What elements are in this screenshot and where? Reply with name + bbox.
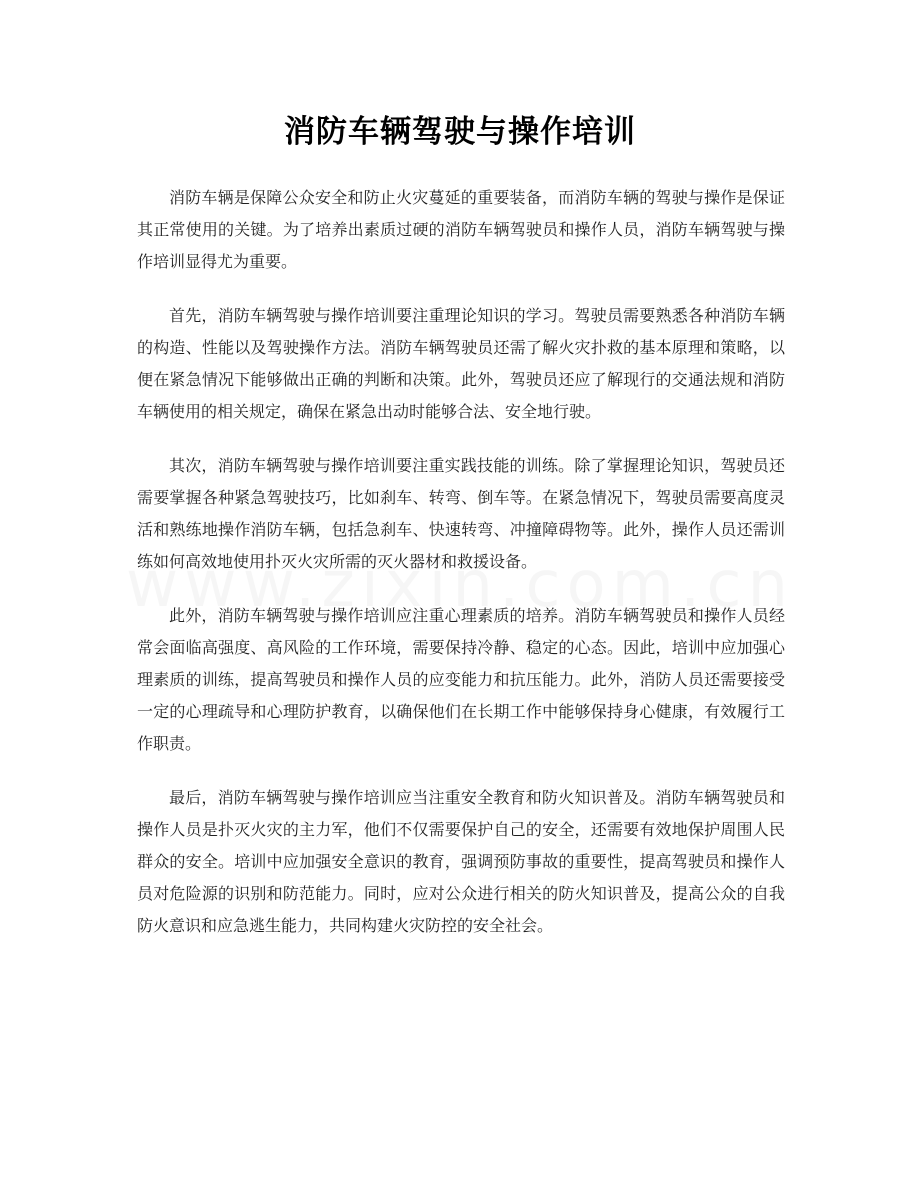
paragraph-intro: 消防车辆是保障公众安全和防止火灾蔓延的重要装备，而消防车辆的驾驶与操作是保证其正常使用的关键。为了培养出素质过硬的消防车辆驾驶员和操作人员，消防车辆驾驶与操作培训显得尤为重要。 [137,188,785,271]
document-body [137,182,785,964]
document-title: 消防车辆驾驶与操作培训 [284,114,636,150]
paragraph-practice: 其次，消防车辆驾驶与操作培训要注重实践技能的训练。除了掌握理论知识，驾驶员还需要掌握各种紧急驾驶技巧，比如刹车、转弯、倒车等。在紧急情况下，驾驶员需要高度灵活和熟练地操作消防车辆，包括急刹车、快速转弯、冲撞障碍物等。此外，操作人员还需训练如何高效地使用扑灭火灾所需的灭火器材和救援设备。 [137,456,785,571]
paragraph-psychology: 此外，消防车辆驾驶与操作培训应注重心理素质的培养。消防车辆驾驶员和操作人员经常会面临高强度、高风险的工作环境，需要保持冷静、稳定的心态。因此，培训中应加强心理素质的训练，提高驾驶员和操作人员的应变能力和抗压能力。此外，消防人员还需要接受一定的心理疏导和心理防护教育，以确保他们在长期工作中能够保持身心健康，有效履行工作职责。 [137,606,785,753]
paragraph-theory: 首先，消防车辆驾驶与操作培训要注重理论知识的学习。驾驶员需要熟悉各种消防车辆的构造、性能以及驾驶操作方法。消防车辆驾驶员还需了解火灾扑救的基本原理和策略，以便在紧急情况下能够做出正确的判断和决策。此外，驾驶员还应了解现行的交通法规和消防车辆使用的相关规定，确保在紧急出动时能够合法、安全地行驶。 [137,306,785,421]
paragraph-safety: 最后，消防车辆驾驶与操作培训应当注重安全教育和防火知识普及。消防车辆驾驶员和操作人员是扑灭火灾的主力军，他们不仅需要保护自己的安全，还需要有效地保护周围人民群众的安全。培训中应加强安全意识的教育，强调预防事故的重要性，提高驾驶员和操作人员对危险源的识别和防范能力。同时，应对公众进行相关的防火知识普及，提高公众的自我防火意识和应急逃生能力，共同构建火灾防控的安全社会。 [137,788,785,935]
